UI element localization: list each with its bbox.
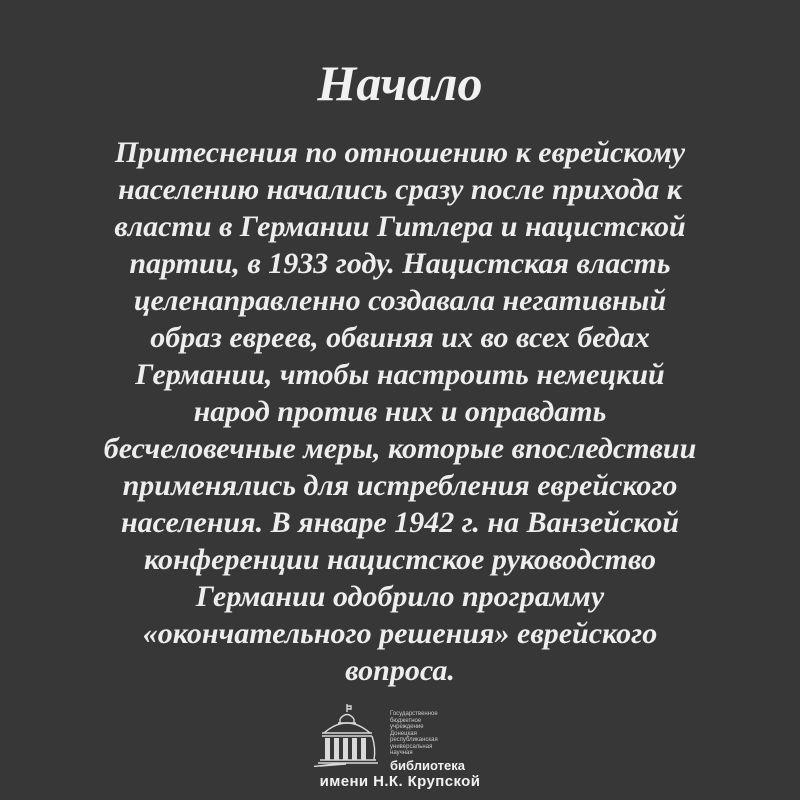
- body-line: Притеснения по отношению к еврейскому: [114, 136, 686, 169]
- body-line: населения. В январе 1942 г. на Ванзейской: [120, 506, 680, 539]
- body-line: власти в Германии Гитлера и нацистской: [114, 210, 686, 243]
- body-line: целенаправленно создавала негативный: [133, 284, 667, 317]
- body-line: народ против них и оправдать: [193, 395, 607, 428]
- page-title: Начало: [317, 55, 483, 111]
- library-name: имени Н.К. Крупской: [319, 772, 481, 790]
- body-line: конференции нацистское руководство: [143, 543, 657, 576]
- org-line: научная: [390, 750, 413, 756]
- body-line: населению начались сразу после прихода к: [118, 173, 682, 206]
- logo-row: [310, 703, 490, 773]
- body-line: применялись для истребления еврейского: [122, 469, 678, 502]
- body-line: образ евреев, обвиняя их во всех бедах: [150, 321, 650, 354]
- org-line: учреждение: [390, 724, 424, 730]
- body-text: [0, 134, 800, 689]
- library-word: библиотека: [390, 757, 465, 773]
- body-line: вопроса.: [345, 654, 455, 687]
- body-line: «окончательного решения» еврейского: [142, 617, 658, 650]
- org-line: Государственное: [390, 711, 438, 717]
- library-building-icon: [310, 703, 384, 767]
- body-line: Германии одобрило программу: [195, 580, 605, 613]
- body-line: партии, в 1933 году. Нацистская власть: [129, 247, 671, 280]
- org-line: универсальная: [390, 743, 433, 750]
- org-line: бюджетное: [390, 717, 422, 724]
- org-line: Донецкая: [390, 730, 417, 737]
- org-line: республиканская: [390, 737, 438, 743]
- body-line: Германии, чтобы настроить немецкий: [135, 358, 665, 391]
- library-logo: [310, 703, 490, 790]
- body-line: бесчеловечные меры, которые впоследствии: [103, 432, 697, 465]
- logo-text: [390, 703, 490, 773]
